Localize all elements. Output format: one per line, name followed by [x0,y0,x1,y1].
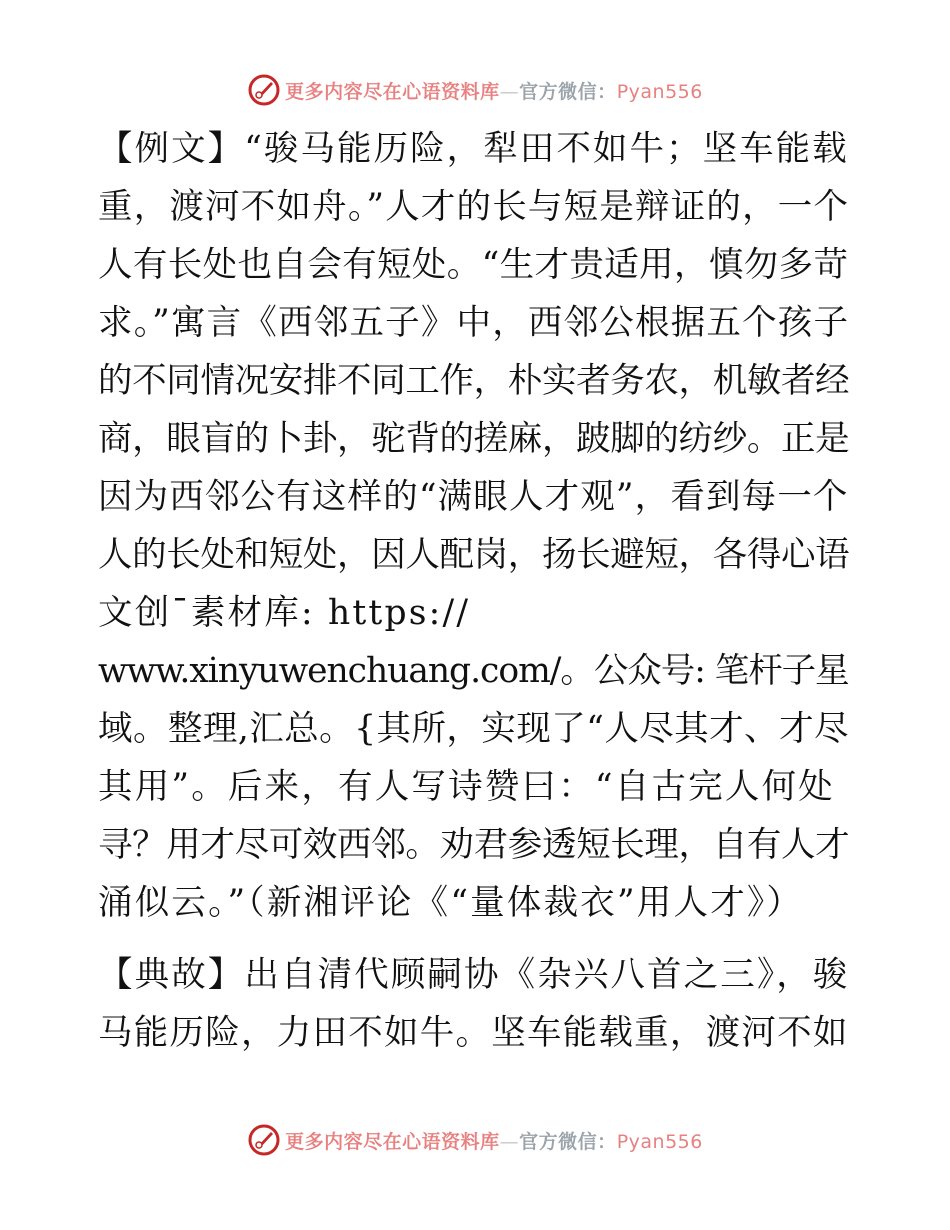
text-line: 马能历险，力田不如牛。坚车能载重，渡河不如 [98,1013,849,1053]
text-line: 【例文】“骏马能历险，犁田不如牛；坚车能载 [98,129,849,169]
watermark-separator: — [499,80,520,103]
watermark-text [285,1127,703,1154]
text-line: 涌似云。”（新湘评论《“量体裁衣”用人才》） [98,883,804,923]
text-line: 域。整理,汇总。{其所，实现了“人尽其才、才尽 [98,709,850,749]
paragraph-example [98,120,850,932]
header-watermark [0,70,950,110]
watermark-sub: 官方微信： [519,80,617,103]
text-line: 其用”。后来，有人写诗赞曰：“自古完人何处 [98,767,835,807]
text-line: 人有长处也自会有短处。“生才贵适用，慎勿多苛 [98,245,849,285]
paragraph-allusion [98,946,850,1062]
watermark-main: 更多内容尽在心语资料库 [285,1130,500,1153]
footer-watermark [0,1120,950,1160]
text-line: 人的长处和短处，因人配岗，扬长避短，各得心语 [98,535,850,575]
quill-logo-icon [247,1123,281,1157]
text-line: 求。”寓言《西邻五子》中，西邻公根据五个孩子 [98,303,850,343]
text-line: 重，渡河不如舟。”人才的长与短是辩证的，一个 [98,187,850,227]
watermark-separator: — [499,1130,520,1153]
text-line: 【典故】出自清代顾嗣协《杂兴八首之三》，骏 [98,955,850,995]
text-line: 寻？用才尽可效西邻。劝君参透短长理，自有人才 [98,825,850,865]
quill-logo-icon [247,73,281,107]
watermark-sub: 官方微信： [519,1130,617,1153]
watermark-id: Pyan556 [616,1130,703,1153]
text-line: 文创¯素材库: https:// [98,593,471,633]
text-line: 因为西邻公有这样的“满眼人才观”，看到每一个 [98,477,849,517]
text-line: 的不同情况安排不同工作，朴实者务农，机敏者经 [98,361,850,401]
text-line: www.xinyuwenchuang.com/。公众号: 笔杆子星 [98,651,849,691]
document-body [98,120,850,1062]
text-line: 商，眼盲的卜卦，驼背的搓麻，跛脚的纺纱。正是 [98,419,850,459]
watermark-main: 更多内容尽在心语资料库 [285,80,500,103]
watermark-id: Pyan556 [616,80,703,103]
watermark-text [285,77,703,104]
